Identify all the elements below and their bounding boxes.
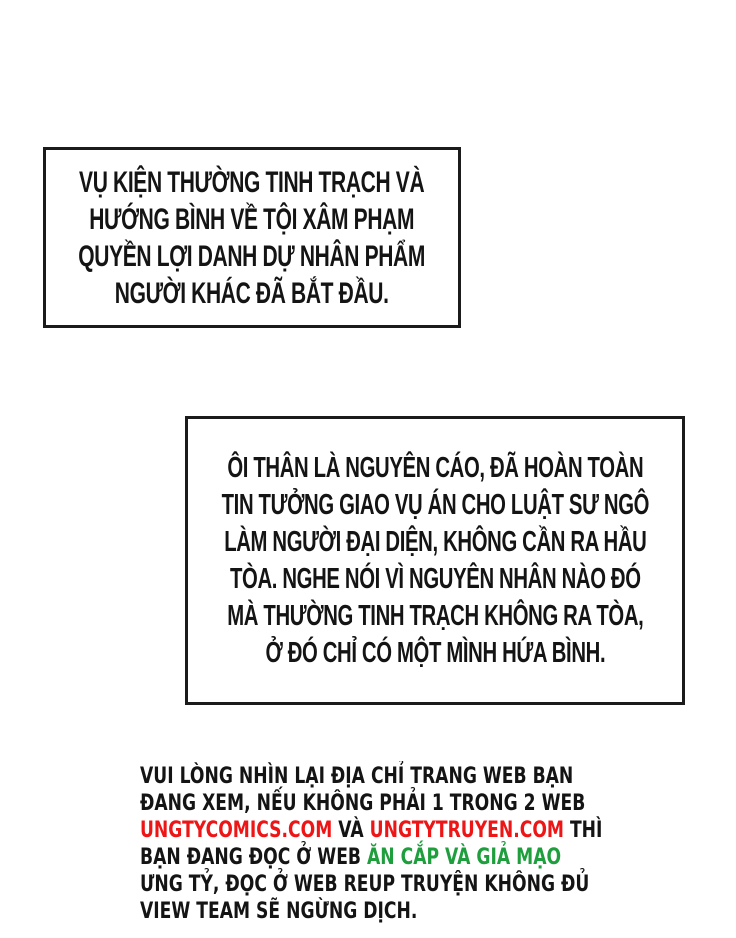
note-line-4 (140, 844, 608, 871)
caption-line: LÀM NGƯỜI ĐẠI DIỆN, KHÔNG CẦN RA HẦU (223, 525, 647, 558)
note-line-3 (140, 817, 608, 844)
caption-box-2-text (221, 450, 648, 672)
note-suffix: THÌ (564, 818, 603, 843)
note-connector: VÀ (332, 818, 370, 843)
caption-line: VỤ KIỆN THƯỜNG TINH TRẠCH VÀ (79, 165, 425, 199)
caption-line: QUYỀN LỢI DANH DỰ NHÂN PHẨM (78, 239, 426, 273)
caption-box-1 (43, 147, 461, 328)
caption-line: TIN TƯỞNG GIAO VỤ ÁN CHO LUẬT SƯ NGÔ (221, 488, 649, 521)
caption-line: MÀ THƯỜNG TINH TRẠCH KHÔNG RA TÒA, (226, 599, 644, 632)
site-url-ungtycomics: UNGTYCOMICS.COM (140, 818, 333, 843)
caption-line: ÔI THÂN LÀ NGUYÊN CÁO, ĐÃ HOÀN TOÀN (227, 451, 643, 484)
note-line-6: VIEW TEAM SẼ NGỪNG DỊCH. (140, 899, 418, 924)
note-line-5: ƯNG TỶ, ĐỌC Ở WEB REUP TRUYỆN KHÔNG ĐỦ (140, 872, 590, 897)
caption-line: TÒA. NGHE NÓI VÌ NGUYÊN NHÂN NÀO ĐÓ (229, 562, 641, 595)
fake-web-warning: ĂN CẮP VÀ GIẢ MẠO (366, 845, 562, 870)
caption-line: Ở ĐÓ CHỈ CÓ MỘT MÌNH HỨA BÌNH. (265, 636, 605, 669)
caption-line: NGƯỜI KHÁC ĐÃ BẮT ĐẦU. (115, 276, 389, 310)
caption-box-2 (185, 416, 685, 705)
translator-note (140, 763, 608, 925)
site-url-ungtytruyen: UNGTYTRUYEN.COM (369, 818, 565, 843)
note-line-1: VUI LÒNG NHÌN LẠI ĐỊA CHỈ TRANG WEB BẠN (140, 764, 574, 789)
caption-line: HƯỚNG BÌNH VỀ TỘI XÂM PHẠM (89, 202, 415, 236)
caption-box-1-text (79, 164, 426, 312)
note-line-2: ĐANG XEM, NẾU KHÔNG PHẢI 1 TRONG 2 WEB (140, 791, 586, 816)
note-prefix: BẠN ĐANG ĐỌC Ở WEB (140, 845, 367, 870)
